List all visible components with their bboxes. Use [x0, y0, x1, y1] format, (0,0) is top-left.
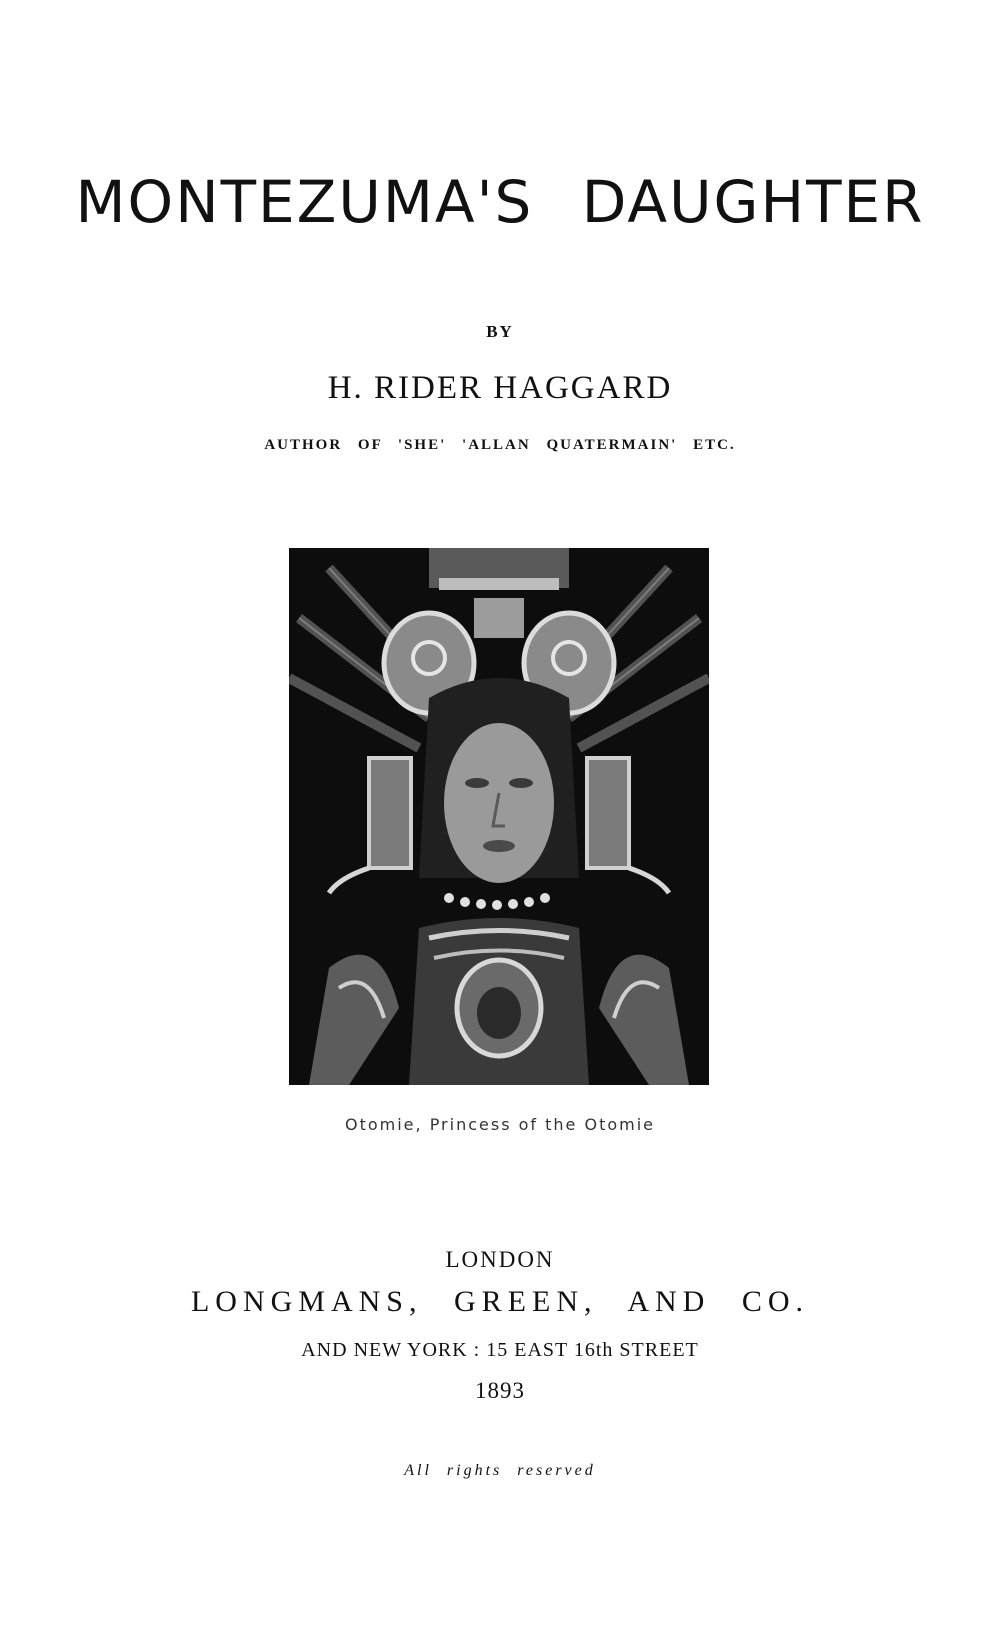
by-label: BY	[486, 322, 514, 341]
imprint-year: 1893	[475, 1378, 525, 1403]
author-other-works: AUTHOR OF 'SHE' 'ALLAN QUATERMAIN' ETC.	[264, 437, 736, 453]
imprint-city: LONDON	[445, 1247, 555, 1272]
otomie-portrait-image	[289, 548, 709, 1085]
imprint-publisher: LONGMANS, GREEN, AND CO.	[190, 1285, 809, 1318]
imprint-address: AND NEW YORK : 15 EAST 16th STREET	[301, 1339, 699, 1361]
frontispiece-caption: Otomie, Princess of the Otomie	[344, 1115, 655, 1134]
rights-notice: All rights reserved	[404, 1462, 596, 1479]
book-title: MONTEZUMA'S DAUGHTER	[75, 168, 925, 236]
author-name: H. RIDER HAGGARD	[327, 370, 673, 406]
frontispiece-illustration	[289, 548, 709, 1085]
